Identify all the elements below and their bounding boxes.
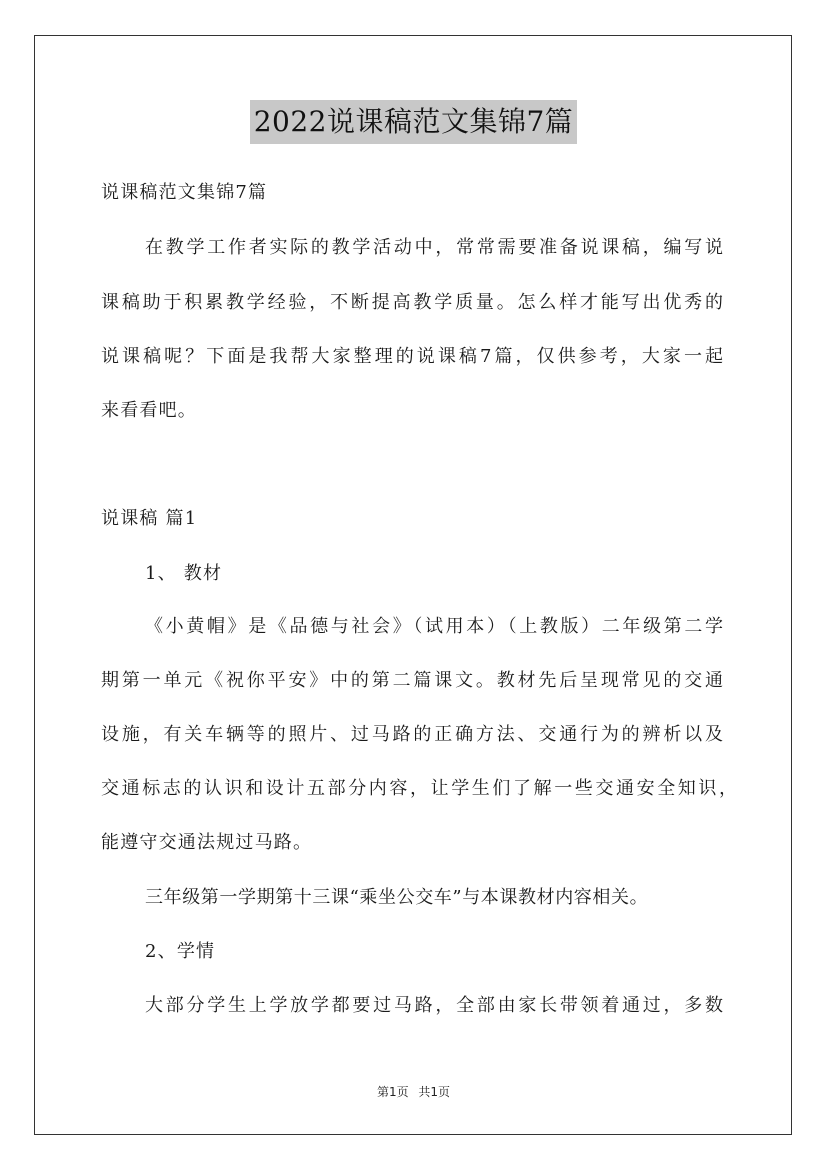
item2-heading: 2、学情 <box>145 941 216 962</box>
para1-line-5: 能遵守交通法规过马路。 <box>101 832 313 853</box>
para3-line: 大部分学生上学放学都要过马路，全部由家长带领着通过，多数 <box>145 995 723 1016</box>
para1-line-2: 期第一单元《祝你平安》中的第二篇课文。教材先后呈现常见的交通 <box>101 670 723 691</box>
intro-line-2: 课稿助于积累教学经验，不断提高教学质量。怎么样才能写出优秀的 <box>101 292 723 313</box>
title-container <box>0 100 827 144</box>
document-title: 2022说课稿范文集锦7篇 <box>250 100 578 144</box>
page-total: 共1页 <box>418 1085 451 1099</box>
intro-line-3: 说课稿呢？下面是我帮大家整理的说课稿7篇，仅供参考，大家一起 <box>101 346 723 367</box>
para2-line: 三年级第一学期第十三课“乘坐公交车”与本课教材内容相关。 <box>145 887 649 908</box>
page-number: 第1页 <box>376 1085 409 1099</box>
section-heading: 说课稿 篇1 <box>101 508 198 529</box>
para1-line-3: 设施，有关车辆等的照片、过马路的正确方法、交通行为的辨析以及 <box>101 724 723 745</box>
intro-line-1: 在教学工作者实际的教学活动中，常常需要准备说课稿，编写说 <box>145 237 723 258</box>
page-footer <box>0 1083 827 1100</box>
document-subtitle: 说课稿范文集锦7篇 <box>101 182 268 203</box>
intro-line-4: 来看看吧。 <box>101 400 197 421</box>
item1-heading: 1、 教材 <box>145 563 223 584</box>
para1-line-1: 《小黄帽》是《品德与社会》（试用本）（上教版）二年级第二学 <box>145 616 723 637</box>
para1-line-4: 交通标志的认识和设计五部分内容，让学生们了解一些交通安全知识， <box>101 778 737 799</box>
